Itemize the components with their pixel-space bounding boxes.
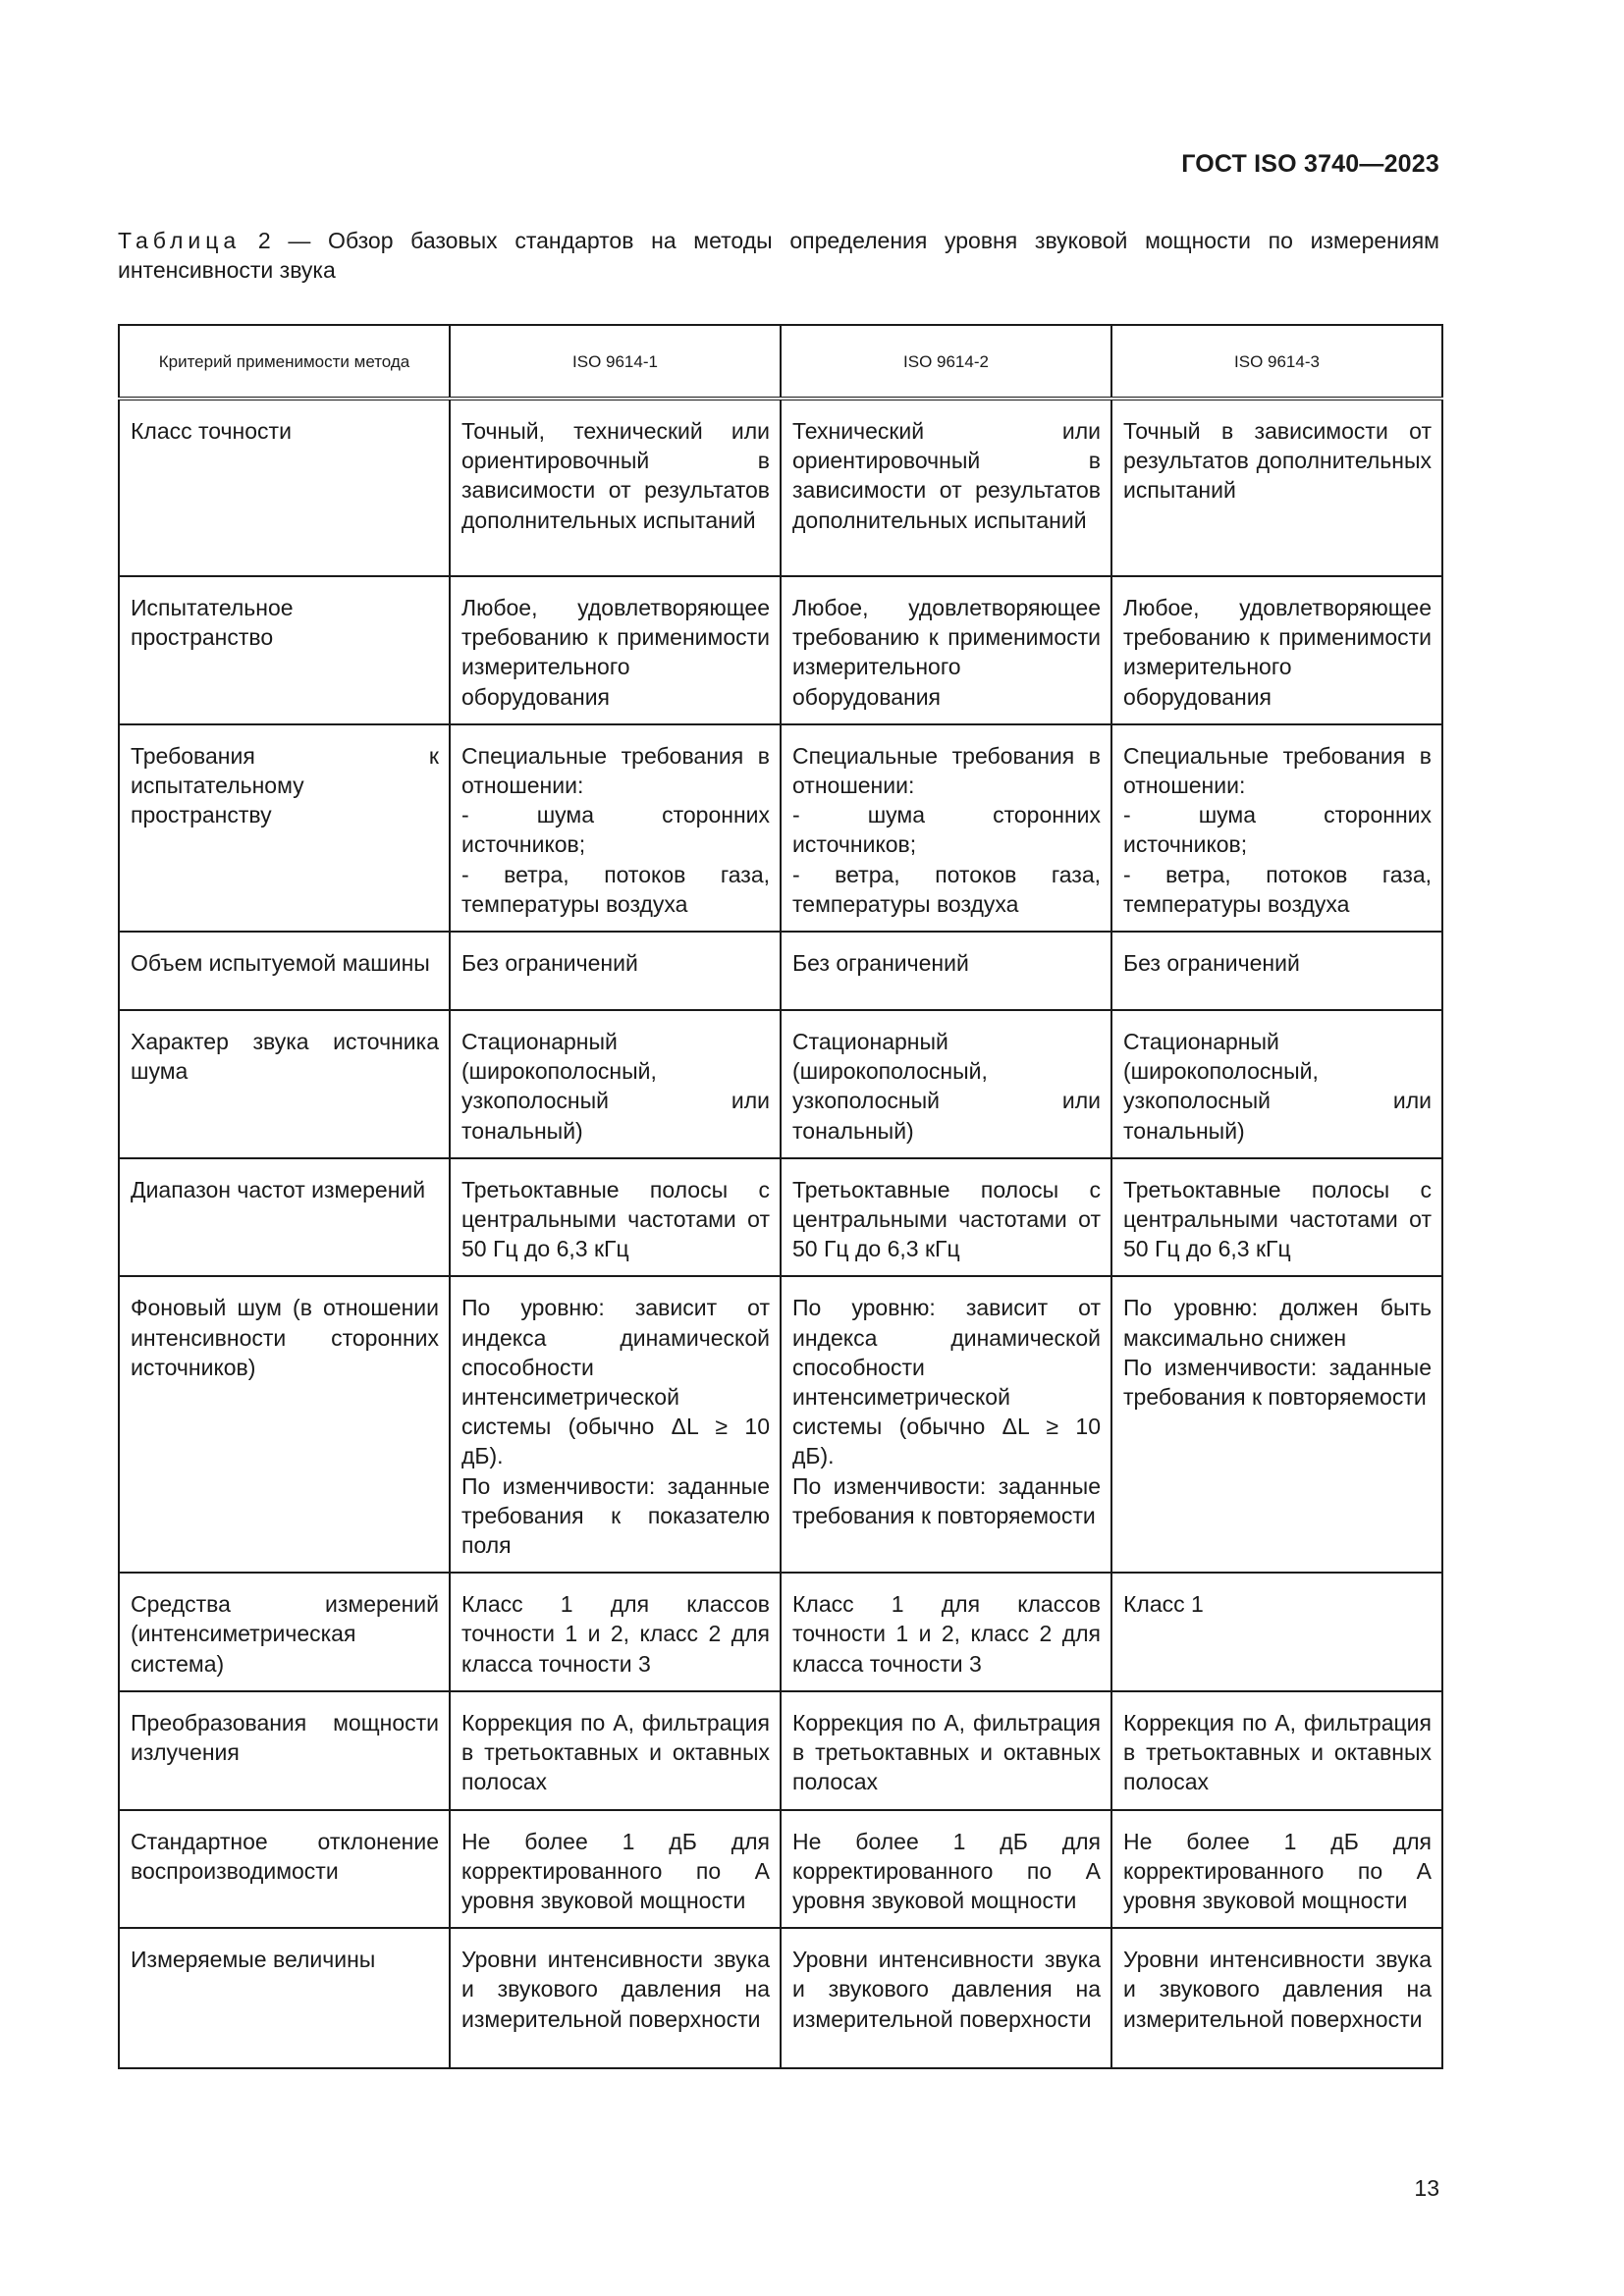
value-cell: Коррекция по А, фильтрация в третьоктавных и октавных полосах [1111, 1691, 1442, 1810]
value-cell: Стационарный (широкополосный, узкополосный или тональный) [450, 1010, 781, 1158]
criterion-cell: Требования к испытательному пространству [119, 724, 450, 932]
criterion-cell: Испытательное пространство [119, 576, 450, 724]
value-cell: По уровню: зависит от индекса динамической способности интенсиметрической системы (обычно ΔL ≥ 10 дБ). По изменчивости: заданные требования к показателю поля [450, 1276, 781, 1573]
value-cell: Специальные требования в отношении: - шума сторонних источников; - ветра, потоков газа, температуры воздуха [450, 724, 781, 932]
value-cell: Класс 1 для классов точности 1 и 2, класс 2 для класса точности 3 [450, 1573, 781, 1691]
criterion-cell: Диапазон частот измерений [119, 1158, 450, 1277]
value-cell: Без ограничений [450, 932, 781, 1010]
value-cell: Без ограничений [1111, 932, 1442, 1010]
value-cell: Точный в зависимости от результатов дополнительных испытаний [1111, 399, 1442, 576]
value-cell: Не более 1 дБ для корректированного по А уровня звуковой мощности [781, 1810, 1111, 1929]
value-cell: Специальные требования в отношении: - шума сторонних источников; - ветра, потоков газа, температуры воздуха [781, 724, 1111, 932]
table-row [119, 1810, 1442, 1929]
value-cell: Третьоктавные полосы с центральными частотами от 50 Гц до 6,3 кГц [450, 1158, 781, 1277]
value-cell: Стационарный (широкополосный, узкополосный или тональный) [1111, 1010, 1442, 1158]
value-cell: Специальные требования в отношении: - шума сторонних источников; - ветра, потоков газа, температуры воздуха [1111, 724, 1442, 932]
criterion-cell: Объем испытуемой машины [119, 932, 450, 1010]
criterion-cell: Класс точности [119, 399, 450, 576]
value-cell: Коррекция по А, фильтрация в третьоктавных и октавных полосах [781, 1691, 1111, 1810]
value-cell: Третьоктавные полосы с центральными частотами от 50 Гц до 6,3 кГц [781, 1158, 1111, 1277]
criterion-cell: Средства измерений (интенсиметрическая система) [119, 1573, 450, 1691]
value-cell: Любое, удовлетворяющее требованию к применимости измерительного оборудования [1111, 576, 1442, 724]
caption-text: 2 — Обзор базовых стандартов на методы определения уровня звуковой мощности по измерениям интенсивности звука [118, 228, 1439, 283]
table-row [119, 1010, 1442, 1158]
value-cell: Не более 1 дБ для корректированного по А уровня звуковой мощности [1111, 1810, 1442, 1929]
table-row [119, 1691, 1442, 1810]
caption-label: Таблица [118, 228, 242, 253]
table-row [119, 1928, 1442, 2068]
value-cell: Коррекция по А, фильтрация в третьоктавных и октавных полосах [450, 1691, 781, 1810]
table-header-row [119, 325, 1442, 399]
table-row [119, 932, 1442, 1010]
value-cell: Класс 1 [1111, 1573, 1442, 1691]
criterion-cell: Преобразования мощности излучения [119, 1691, 450, 1810]
value-cell: Класс 1 для классов точности 1 и 2, класс 2 для класса точности 3 [781, 1573, 1111, 1691]
value-cell: Технический или ориентировочный в зависимости от результатов дополнительных испытаний [781, 399, 1111, 576]
table-row [119, 576, 1442, 724]
page-number: 13 [1414, 2175, 1439, 2201]
value-cell: Любое, удовлетворяющее требованию к применимости измерительного оборудования [450, 576, 781, 724]
criterion-cell: Характер звука источника шума [119, 1010, 450, 1158]
table-row [119, 1158, 1442, 1277]
criterion-cell: Измеряемые величины [119, 1928, 450, 2068]
value-cell: Без ограничений [781, 932, 1111, 1010]
header-iso-9614-3: ISO 9614-3 [1111, 325, 1442, 399]
criterion-cell: Фоновый шум (в отношении интенсивности сторонних источников) [119, 1276, 450, 1573]
table-row [119, 724, 1442, 932]
table-caption [118, 226, 1439, 285]
value-cell: По уровню: должен быть максимально снижен По изменчивости: заданные требования к повторяемости [1111, 1276, 1442, 1573]
header-iso-9614-2: ISO 9614-2 [781, 325, 1111, 399]
value-cell: Стационарный (широкополосный, узкополосный или тональный) [781, 1010, 1111, 1158]
value-cell: Уровни интенсивности звука и звукового давления на измерительной поверхности [1111, 1928, 1442, 2068]
standards-table [118, 324, 1443, 2069]
document-code: ГОСТ ISO 3740—2023 [1181, 150, 1439, 178]
table-body [119, 399, 1442, 2068]
value-cell: Третьоктавные полосы с центральными частотами от 50 Гц до 6,3 кГц [1111, 1158, 1442, 1277]
value-cell: Уровни интенсивности звука и звукового давления на измерительной поверхности [450, 1928, 781, 2068]
value-cell: Уровни интенсивности звука и звукового давления на измерительной поверхности [781, 1928, 1111, 2068]
header-iso-9614-1: ISO 9614-1 [450, 325, 781, 399]
table-row [119, 399, 1442, 576]
value-cell: По уровню: зависит от индекса динамической способности интенсиметрической системы (обычно ΔL ≥ 10 дБ). По изменчивости: заданные требования к повторяемости [781, 1276, 1111, 1573]
table-row [119, 1573, 1442, 1691]
value-cell: Точный, технический или ориентировочный в зависимости от результатов дополнительных испытаний [450, 399, 781, 576]
value-cell: Любое, удовлетворяющее требованию к применимости измерительного оборудования [781, 576, 1111, 724]
table-row [119, 1276, 1442, 1573]
value-cell: Не более 1 дБ для корректированного по А уровня звуковой мощности [450, 1810, 781, 1929]
criterion-cell: Стандартное отклонение воспроизводимости [119, 1810, 450, 1929]
header-criterion: Критерий применимости метода [119, 325, 450, 399]
